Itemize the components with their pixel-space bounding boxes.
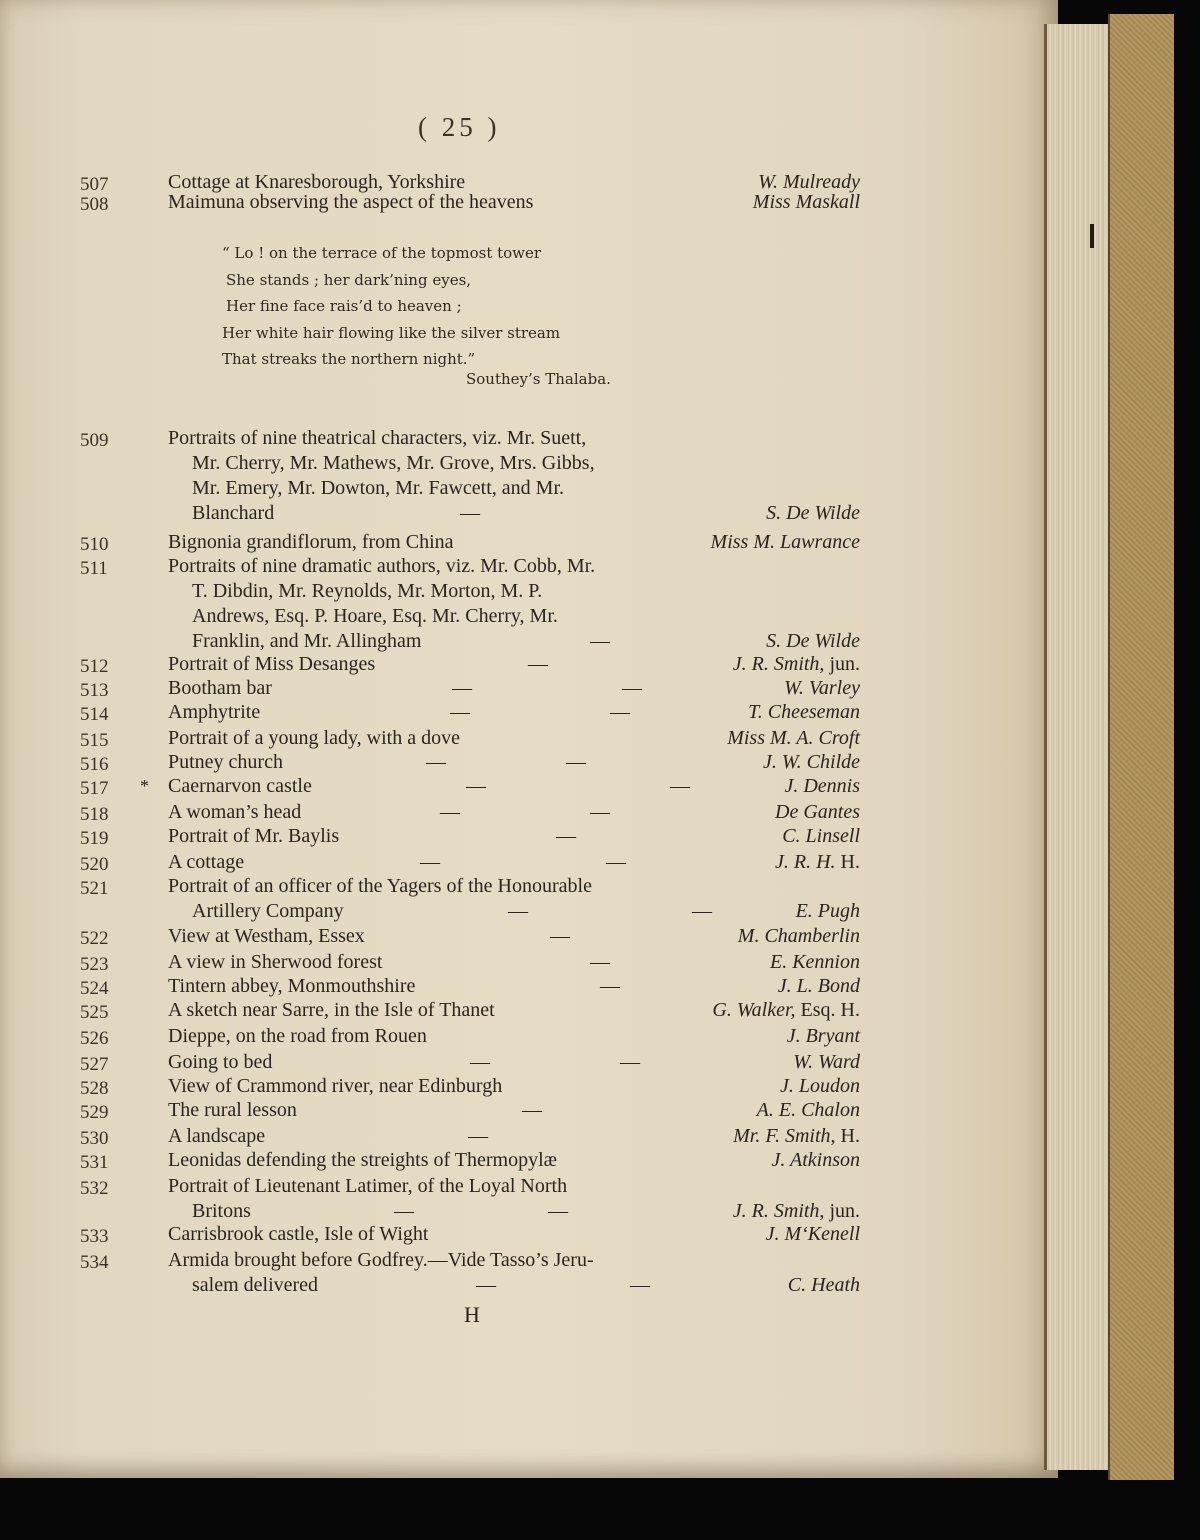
artist-name: J. Loudon <box>780 1075 860 1097</box>
artist-name: J. R. Smith, jun. <box>732 1200 860 1222</box>
artist-suffix: H. <box>835 1125 860 1147</box>
entry-title-continued: Andrews, Esq. P. Hoare, Esq. Mr. Cherry, Mr. <box>192 605 558 627</box>
entry-title: Portrait of Lieutenant Latimer, of the Loyal North <box>168 1175 568 1197</box>
em-dash-separator: — <box>610 701 630 723</box>
artist-suffix: H. <box>835 851 860 873</box>
catalogue-entry <box>80 530 860 555</box>
em-dash-separator: — <box>556 825 576 847</box>
artist-name: A. E. Chalon <box>756 1099 860 1121</box>
entry-number: 532 <box>80 1178 109 1199</box>
artist-name: E. Pugh <box>795 900 860 922</box>
entry-title: Armida brought before Godfrey.—Vide Tasso’s Jeru- <box>168 1249 594 1271</box>
em-dash-separator: — <box>600 975 620 997</box>
catalogue-entry <box>80 998 860 1023</box>
em-dash-separator: — <box>548 1200 568 1222</box>
entry-title: Portraits of nine dramatic authors, viz. Mr. Cobb, Mr. <box>168 555 596 577</box>
entry-title: Caernarvon castle <box>168 775 312 797</box>
entry-title: The rural lesson <box>168 1099 297 1121</box>
artist-name: G. Walker, Esq. H. <box>712 999 860 1021</box>
em-dash-separator: — <box>508 900 528 922</box>
entry-number: 518 <box>80 804 109 825</box>
catalogue-entry <box>80 1098 860 1123</box>
signature-mark: H <box>464 1302 480 1327</box>
em-dash-separator: — <box>426 751 446 773</box>
artist-name: W. Mulready <box>758 171 860 193</box>
artist-name: J. W. Childe <box>762 751 860 773</box>
catalogue-entry <box>80 824 860 849</box>
artist-name: J. Bryant <box>786 1025 860 1047</box>
artist-name: C. Linsell <box>782 825 860 847</box>
artist-name: J. Dennis <box>784 775 860 797</box>
catalogue-entry <box>80 426 860 526</box>
entry-number: 512 <box>80 656 109 677</box>
entry-number: 523 <box>80 954 109 975</box>
entry-number: 514 <box>80 704 109 725</box>
entry-title: Bignonia grandiflorum, from China <box>168 531 454 553</box>
em-dash-separator: — <box>550 925 570 947</box>
artist-name: C. Heath <box>787 1274 860 1296</box>
catalogue-entry <box>80 1124 860 1149</box>
verse-quotation <box>222 240 560 373</box>
catalogue-entry <box>80 1174 860 1224</box>
catalogue-entry <box>80 1024 860 1049</box>
entry-number: 513 <box>80 680 109 701</box>
em-dash-separator: — <box>590 630 610 652</box>
artist-suffix: jun. <box>824 653 860 675</box>
entry-title: Portrait of Miss Desanges <box>168 653 376 675</box>
entry-title-continued: T. Dibdin, Mr. Reynolds, Mr. Morton, M. P. <box>192 580 543 602</box>
artist-name: J. R. Smith, jun. <box>732 653 860 675</box>
entry-number: 519 <box>80 828 109 849</box>
entry-number: 534 <box>80 1252 109 1273</box>
entry-number: 522 <box>80 928 109 949</box>
verse-line: Her fine face rais’d to heaven ; <box>226 297 462 315</box>
entry-title-continued: Mr. Cherry, Mr. Mathews, Mr. Grove, Mrs. Gibbs, <box>192 452 595 474</box>
entry-number: 527 <box>80 1054 109 1075</box>
entry-title: View of Crammond river, near Edinburgh <box>168 1075 503 1097</box>
catalogue-entry <box>80 924 860 949</box>
em-dash-separator: — <box>420 851 440 873</box>
artist-name: W. Varley <box>784 677 860 699</box>
entry-title: View at Westham, Essex <box>168 925 365 947</box>
catalogue-entry <box>80 1050 860 1075</box>
catalogue-entry <box>80 850 860 875</box>
em-dash-separator: — <box>622 677 642 699</box>
catalogue-entry <box>80 726 860 751</box>
entry-number: 507 <box>80 174 109 195</box>
entry-number: 509 <box>80 430 109 451</box>
artist-name: Miss M. Lawrance <box>710 531 860 553</box>
catalogue-entry <box>80 874 860 924</box>
entry-title: A view in Sherwood forest <box>168 951 383 973</box>
entry-title: Cottage at Knaresborough, Yorkshire <box>168 171 466 193</box>
artist-name: Mr. F. Smith, H. <box>733 1125 860 1147</box>
entry-number: 530 <box>80 1128 109 1149</box>
entry-title-continued: Blanchard <box>192 502 275 524</box>
catalogue-entry <box>80 652 860 677</box>
entry-number: 511 <box>80 558 108 579</box>
verse-line: That streaks the northern night.” <box>222 350 476 368</box>
em-dash-separator: — <box>476 1274 496 1296</box>
catalogue-entry <box>80 800 860 825</box>
entry-title: Leonidas defending the streights of Thermopylæ <box>168 1149 557 1171</box>
em-dash-separator: — <box>620 1051 640 1073</box>
catalogue-entry <box>80 974 860 999</box>
entry-title-continued: Britons <box>192 1200 251 1222</box>
em-dash-separator: — <box>590 951 610 973</box>
em-dash-separator: — <box>440 801 460 823</box>
entry-title: A woman’s head <box>168 801 302 823</box>
artist-suffix: jun. <box>824 1200 860 1222</box>
catalogue-entry <box>80 676 860 701</box>
em-dash-separator: — <box>528 653 548 675</box>
em-dash-separator: — <box>468 1125 488 1147</box>
em-dash-separator: — <box>452 677 472 699</box>
catalogue-entry <box>80 750 860 775</box>
entry-number: 533 <box>80 1226 109 1247</box>
entry-title: Maimuna observing the aspect of the heavens <box>168 191 534 213</box>
entry-number: 521 <box>80 878 109 899</box>
em-dash-separator: — <box>450 701 470 723</box>
entry-title: Carrisbrook castle, Isle of Wight <box>168 1223 429 1245</box>
em-dash-separator: — <box>466 775 486 797</box>
entry-number: 520 <box>80 854 109 875</box>
em-dash-separator: — <box>606 851 626 873</box>
artist-name: J. R. H. H. <box>775 851 860 873</box>
em-dash-separator: — <box>590 801 610 823</box>
catalogue-entry <box>80 1248 860 1298</box>
artist-name: Miss M. A. Croft <box>727 727 860 749</box>
em-dash-separator: — <box>566 751 586 773</box>
verse-attribution: Southey’s Thalaba. <box>466 370 611 388</box>
entry-title: Going to bed <box>168 1051 273 1073</box>
entry-title: A landscape <box>168 1125 266 1147</box>
catalogue-entry <box>80 190 860 215</box>
catalogue-entry <box>80 774 860 799</box>
em-dash-separator: — <box>522 1099 542 1121</box>
catalogue-entry <box>80 700 860 725</box>
catalogue-entry <box>80 1222 860 1247</box>
entry-title: A cottage <box>168 851 245 873</box>
entry-number: 525 <box>80 1002 109 1023</box>
entry-number: 529 <box>80 1102 109 1123</box>
entry-title: Portrait of a young lady, with a dove <box>168 727 460 749</box>
artist-name: Miss Maskall <box>752 191 860 213</box>
entry-title-continued: Mr. Emery, Mr. Dowton, Mr. Fawcett, and Mr. <box>192 477 565 499</box>
verse-line: Her white hair flowing like the silver stream <box>222 323 561 342</box>
artist-name: S. De Wilde <box>766 630 860 652</box>
em-dash-separator: — <box>460 502 480 524</box>
entry-title: Tintern abbey, Monmouthshire <box>168 975 416 997</box>
book-cover <box>1108 14 1174 1480</box>
artist-name: J. M‘Kenell <box>765 1223 860 1245</box>
catalogue-entry <box>80 1148 860 1173</box>
page-edges <box>1044 24 1111 1470</box>
entry-number: 531 <box>80 1152 109 1173</box>
artist-name: J. L. Bond <box>777 975 860 997</box>
entry-title: A sketch near Sarre, in the Isle of Thanet <box>168 999 495 1021</box>
entry-title-continued: salem delivered <box>192 1274 319 1296</box>
artist-name: J. Atkinson <box>771 1149 860 1171</box>
page-marker <box>1090 224 1094 248</box>
entry-number: 515 <box>80 730 109 751</box>
verse-line: She stands ; her dark’ning eyes, <box>226 270 472 289</box>
artist-name: M. Chamberlin <box>737 925 860 947</box>
em-dash-separator: — <box>630 1274 650 1296</box>
asterisk-mark: * <box>140 776 149 796</box>
artist-name: E. Kennion <box>770 951 860 973</box>
entry-title-continued: Artillery Company <box>192 900 344 922</box>
entry-title-continued: Franklin, and Mr. Allingham <box>192 630 422 652</box>
page-number: ( 25 ) <box>418 112 501 142</box>
artist-name: T. Cheeseman <box>748 701 860 723</box>
artist-suffix: Esq. H. <box>795 999 860 1021</box>
entry-number: 526 <box>80 1028 109 1049</box>
catalogue-entry <box>80 554 860 654</box>
entry-number: 508 <box>80 194 109 215</box>
entry-title: Portrait of an officer of the Yagers of the Honourable <box>168 875 592 897</box>
entry-title: Dieppe, on the road from Rouen <box>168 1025 427 1047</box>
em-dash-separator: — <box>670 775 690 797</box>
catalogue-entry <box>80 950 860 975</box>
entry-title: Portrait of Mr. Baylis <box>168 825 340 847</box>
entry-title: Bootham bar <box>168 677 272 699</box>
artist-name: De Gantes <box>775 801 860 823</box>
entry-number: 528 <box>80 1078 109 1099</box>
catalogue-entry <box>80 1074 860 1099</box>
artist-name: W. Ward <box>793 1051 860 1073</box>
entry-number: 524 <box>80 978 109 999</box>
entry-title: Amphytrite <box>168 701 261 723</box>
em-dash-separator: — <box>394 1200 414 1222</box>
em-dash-separator: — <box>692 900 712 922</box>
entry-number: 517 <box>80 778 109 799</box>
artist-name: S. De Wilde <box>766 502 860 524</box>
em-dash-separator: — <box>470 1051 490 1073</box>
entry-number: 516 <box>80 754 109 775</box>
entry-title: Portraits of nine theatrical characters, viz. Mr. Suett, <box>168 427 587 449</box>
verse-line: “ Lo ! on the terrace of the topmost tower <box>222 244 542 262</box>
entry-title: Putney church <box>168 751 283 773</box>
entry-number: 510 <box>80 534 109 555</box>
